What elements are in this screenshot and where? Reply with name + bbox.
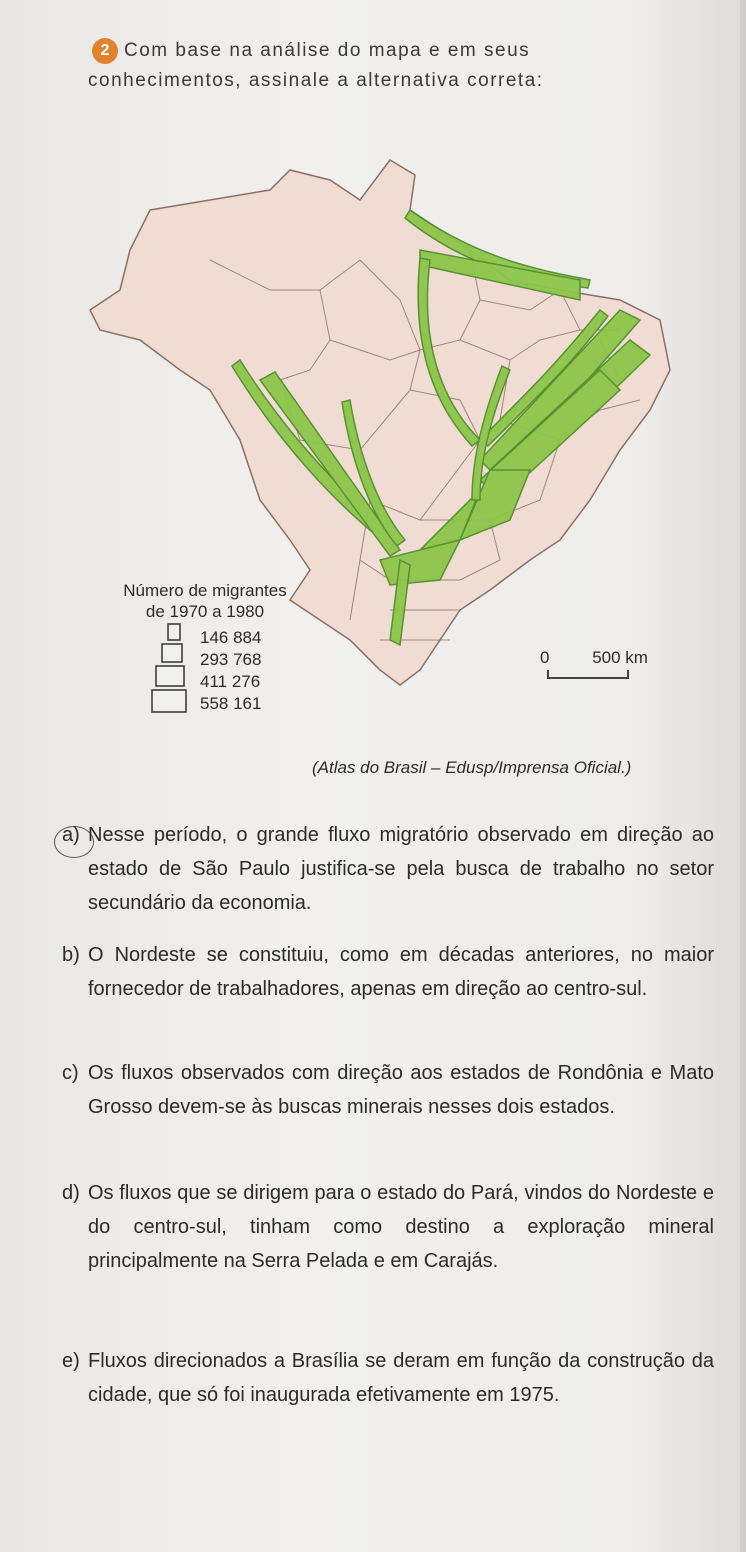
legend-value: 411 276 — [200, 672, 261, 691]
scale-bar — [548, 670, 628, 678]
scale-zero: 0 — [540, 648, 550, 667]
legend — [100, 580, 310, 622]
alternative-d[interactable] — [62, 1176, 714, 1278]
alternative-letter: c) — [62, 1062, 79, 1084]
alternative-text: O Nordeste se constituiu, como em décadas anteriores, no maior fornecedor de trabalhadores, apenas em direção ao centro-sul. — [88, 944, 714, 1000]
scale-labels — [540, 648, 648, 668]
legend-value: 558 161 — [200, 694, 262, 713]
alternative-b[interactable] — [62, 938, 714, 1006]
legend-value: 146 884 — [200, 628, 262, 647]
scale-distance: 500 km — [592, 648, 648, 667]
alternative-e[interactable] — [62, 1344, 714, 1412]
page-edge — [740, 0, 746, 1552]
alternative-c[interactable] — [62, 1056, 714, 1124]
legend-boxes — [152, 624, 186, 712]
alternative-a[interactable] — [62, 818, 714, 920]
legend-title-line1: Número de migrantes — [123, 581, 287, 600]
alternative-letter: b) — [62, 944, 80, 966]
question-prompt: Com base na análise do mapa e em seus conhecimentos, assinale a alternativa correta: — [88, 40, 544, 91]
alternative-text: Fluxos direcionados a Brasília se deram em função da construção da cidade, que só foi inaugurada efetivamente em 1975. — [88, 1350, 714, 1406]
alternative-letter: a) — [62, 824, 80, 846]
alternative-text: Os fluxos que se dirigem para o estado do Pará, vindos do Nordeste e do centro-sul, tinham como destino a exploração mineral principalmente na Serra Pelada e em Carajás. — [88, 1182, 714, 1272]
map-source: (Atlas do Brasil – Edusp/Imprensa Oficial.) — [312, 758, 632, 777]
alternative-letter: d) — [62, 1182, 80, 1204]
legend-title-line2: de 1970 a 1980 — [145, 602, 265, 621]
alternative-text: Nesse período, o grande fluxo migratório observado em direção ao estado de São Paulo justifica-se pela busca de trabalho no setor secundário da economia. — [88, 824, 714, 914]
alternative-letter: e) — [62, 1350, 80, 1372]
question-number-badge: 2 — [92, 38, 118, 64]
legend-value: 293 768 — [200, 650, 262, 669]
alternative-text: Os fluxos observados com direção aos estados de Rondônia e Mato Grosso devem-se às buscas minerais nesses dois estados. — [88, 1062, 714, 1118]
